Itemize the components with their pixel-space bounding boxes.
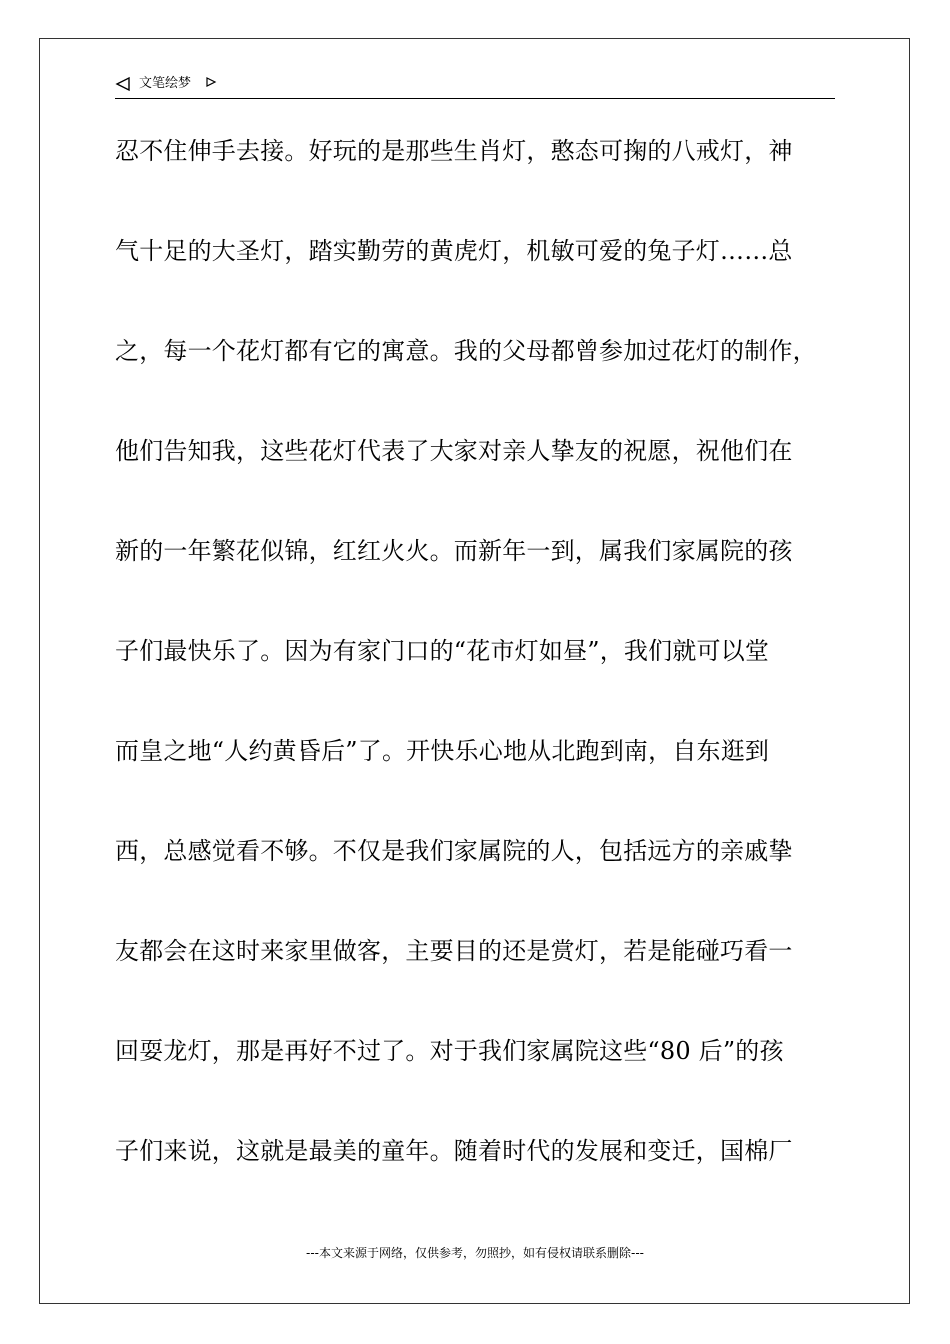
text-line: 西，总感觉看不够。不仅是我们家属院的人，包括远方的亲戚挚 (115, 837, 793, 865)
text-line: 而皇之地“人约黄昏后”了。开快乐心地从北跑到南，自东逛到 (115, 737, 770, 765)
text-line: 子们来说，这就是最美的童年。随着时代的发展和变迁，国棉厂 (115, 1137, 793, 1165)
page-header (115, 74, 835, 99)
text-line: 回耍龙灯，那是再好不过了。对于我们家属院这些“80 后”的孩 (115, 1037, 784, 1065)
footer-notice: ---本文来源于网络，仅供参考，勿照抄，如有侵权请联系删除--- (306, 1246, 644, 1260)
document-body (115, 126, 855, 1226)
text-line: 友都会在这时来家里做客，主要目的还是赏灯，若是能碰巧看一 (115, 937, 793, 965)
text-line: 他们告知我，这些花灯代表了大家对亲人挚友的祝愿，祝他们在 (115, 437, 793, 465)
text-line: 子们最快乐了。因为有家门口的“花市灯如昼”，我们就可以堂 (115, 637, 770, 665)
triangle-left-outline-icon (115, 76, 131, 92)
triangle-right-outline-icon (205, 76, 217, 88)
text-line: 忍不住伸手去接。好玩的是那些生肖灯，憨态可掬的八戒灯，神 (115, 137, 793, 165)
text-line: 气十足的大圣灯，踏实勤劳的黄虎灯，机敏可爱的兔子灯……总 (115, 237, 793, 265)
header-title: 文笔绘梦 (139, 76, 192, 91)
text-line: 之，每一个花灯都有它的寓意。我的父母都曾参加过花灯的制作， (115, 337, 817, 365)
text-line: 新的一年繁花似锦，红红火火。而新年一到，属我们家属院的孩 (115, 537, 793, 565)
